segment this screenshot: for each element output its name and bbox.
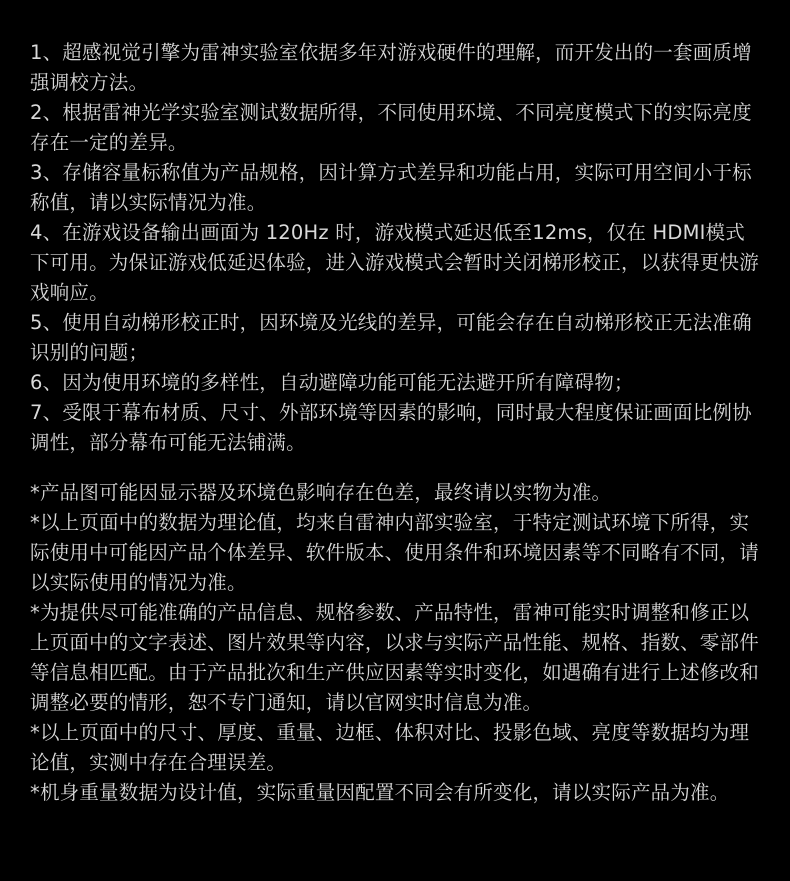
star-note-2: *以上页面中的数据为理论值，均来自雷神内部实验室，于特定测试环境下所得，实际使用中可能因产品个体差异、软件版本、使用条件和环境因素等不同略有不同，请以实际使用的情况为准。 <box>30 511 759 594</box>
starred-notes <box>30 478 762 808</box>
star-note-4: *以上页面中的尺寸、厚度、重量、边框、体积对比、投影色域、亮度等数据均为理论值，实测中存在合理误差。 <box>30 721 750 774</box>
star-note-3: *为提供尽可能准确的产品信息、规格参数、产品特性，雷神可能实时调整和修正以上页面中的文字表述、图片效果等内容，以求与实际产品性能、规格、指数、零部件等信息相匹配。由于产品批次和生产供应因素等实时变化，如遇确有进行上述修改和调整必要的情形，恕不专门通知，请以官网实时信息为准。 <box>30 601 759 714</box>
note-item-3: 3、存储容量标称值为产品规格，因计算方式差异和功能占用，实际可用空间小于标称值，请以实际情况为准。 <box>30 161 752 214</box>
note-item-5: 5、使用自动梯形校正时，因环境及光线的差异，可能会存在自动梯形校正无法准确识别的问题； <box>30 311 752 364</box>
note-item-6: 6、因为使用环境的多样性，自动避障功能可能无法避开所有障碍物； <box>30 371 634 394</box>
note-item-7: 7、受限于幕布材质、尺寸、外部环境等因素的影响，同时最大程度保证画面比例协调性，部分幕布可能无法铺满。 <box>30 401 752 454</box>
star-note-5: *机身重量数据为设计值，实际重量因配置不同会有所变化，请以实际产品为准。 <box>30 781 730 804</box>
note-item-4: 4、在游戏设备输出画面为 120Hz 时，游戏模式延迟低至12ms，仅在 HDMI模式下可用。为保证游戏低延迟体验，进入游戏模式会暂时关闭梯形校正，以获得更快游戏响应。 <box>30 221 759 304</box>
star-note-1: *产品图可能因显示器及环境色影响存在色差，最终请以实物为准。 <box>30 481 612 504</box>
note-item-2: 2、根据雷神光学实验室测试数据所得，不同使用环境、不同亮度模式下的实际亮度存在一定的差异。 <box>30 101 752 154</box>
numbered-notes <box>30 38 762 458</box>
note-item-1: 1、超感视觉引擎为雷神实验室依据多年对游戏硬件的理解，而开发出的一套画质增强调校方法。 <box>30 41 752 94</box>
